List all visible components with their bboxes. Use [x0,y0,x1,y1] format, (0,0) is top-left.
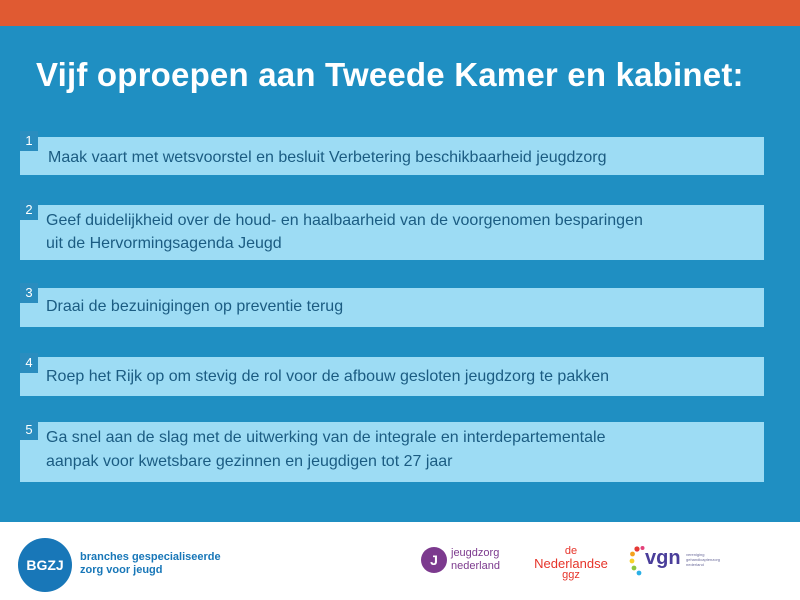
call-item-number: 4 [20,353,38,373]
jeugdzorg-nederland-line: jeugdzorg [451,547,500,559]
call-item-line: Maak vaart met wetsvoorstel en besluit Verbetering beschikbaarheid jeugdzorg [48,149,607,166]
call-item-text [46,365,758,388]
nederlandse-ggz-line: ggz [562,569,580,581]
call-item-number: 3 [20,283,38,303]
bgzj-logo-line: branches gespecialiseerde [80,551,221,563]
call-item-4 [20,353,764,396]
call-item-number: 1 [20,131,38,151]
call-item-line: Ga snel aan de slag met de uitwerking van de integrale en interdepartementale [46,429,606,446]
jeugdzorg-nederland-line: nederland [451,560,500,572]
bgzj-logo-text [80,551,221,577]
call-item-number: 5 [20,420,38,440]
call-item-line: aanpak voor kwetsbare gezinnen en jeugdigen tot 27 jaar [46,453,453,470]
jeugdzorg-nederland-logo-text [451,547,500,573]
slide-title: Vijf oproepen aan Tweede Kamer en kabinet: [36,56,744,93]
call-item-text [46,209,758,255]
call-item-line: Geef duidelijkheid over de houd- en haalbaarheid van de voorgenomen besparingen [46,212,643,229]
call-item-3 [20,283,764,327]
nederlandse-ggz-logo [534,546,608,581]
call-item-line: Roep het Rijk op om stevig de rol voor de afbouw gesloten jeugdzorg te pakken [46,368,610,385]
call-item-5 [20,420,764,482]
nederlandse-ggz-line: de [564,545,578,557]
call-item-text [48,146,758,169]
call-item-number: 2 [20,200,38,220]
top-accent-bar [0,0,800,26]
call-item-line: Draai de bezuinigingen op preventie terug [46,298,344,315]
call-item-text [46,426,758,474]
call-item-2 [20,200,764,260]
call-item-text [46,295,758,318]
call-item-line: uit de Hervormingsagenda Jeugd [46,235,282,252]
bgzj-logo-line: zorg voor jeugd [80,564,163,576]
bgzj-logo: BGZJ [18,538,72,592]
vgn-logo: vgn [645,547,681,569]
nederlandse-ggz-line: Nederlandse [534,556,608,571]
jeugdzorg-nederland-logo: J [421,547,447,573]
call-item-1 [20,131,764,175]
vgn-logo-subtitle: vereniging gehandicaptenzorg nederland [686,552,721,567]
